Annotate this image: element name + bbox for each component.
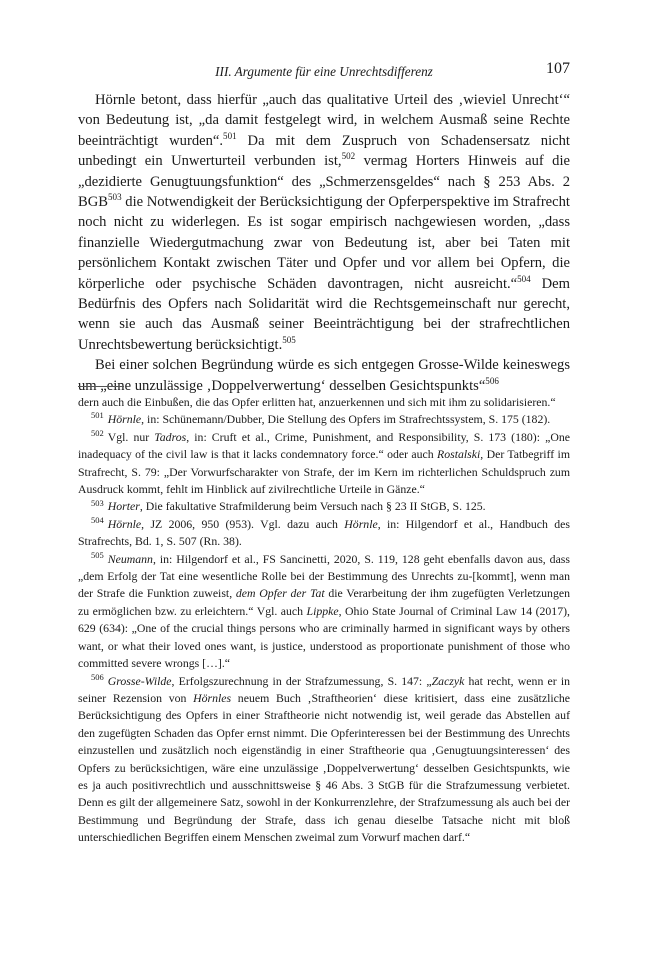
footnotes [78,394,570,847]
footnote-ref-505[interactable]: 505 [282,335,296,346]
author-name: Zaczyk [431,673,465,688]
author-name: Lippke [306,603,339,618]
footnote-ref-504[interactable]: 504 [517,273,531,284]
main-text [78,90,570,396]
footnote-number: 501 [91,410,104,421]
emphasis-text: dem Opfer der Tat [235,586,325,601]
footnote-502: $^{502}$ Vgl. nur Tadros, in: Cruft et al., Crime, Punishment, and Responsibility, S. 173 (180): „One inadequacy of the civil law is that it lacks condemnatory force.“ oder auch Rostalski, Der Tatbegriff im Strafrecht, S. 79: „Der Vorwurfscharakter von Strafe, der im Kern im richterlichen Schuldspruch zum Ausdruck kommt, fehlt im Hinblick auf zivilrechtliche Urteile in Gänze.“ [78,427,570,497]
footnote-number: 502 [91,427,104,438]
author-name: Hörnle [107,412,142,427]
author-name: Tadros [154,429,187,444]
author-name: Hörnles [193,690,232,705]
paragraph-1: Hörnle betont, dass hierfür „auch das qualitative Urteil des ‚wieviel Unrecht‘“ von Bedeutung ist, „da damit festgelegt wird, in welchem Ausmaß seine Rechte beeinträchtigt wurden“.$^{501}$ Da mit dem Zuspruch von Schadensersatz nicht unbedingt ein Unwerturteil verbunden ist,$^{502}$ vermag Horters Hinweis auf die „dezidierte Genugtuungsfunktion“ des „Schmerzensgeldes“ nach § 253 Abs. 2 BGB$^{503}$ die Notwendigkeit der Berücksichtigung der Opferperspektive im Strafrecht noch nicht zu widerlegen. Es ist sogar empirisch nachgewiesen worden, „dass finanzielle Wiedergutmachung zwar von Bedeutung ist, aber bei Taten mit persönlichem Kontakt zwischen Täter und Opfer und vor allem bei Opfern, die körperliche oder psychische Schäden davontragen, nicht ausreicht.“$^{504}$ Dem Bedürfnis des Opfers nach Solidarität wird die Rechtsgemeinschaft nur gerecht, wenn sie auch das Ausmaß seiner Beeinträchtigung bei der strafrechtlichen Unrechtsbewertung berücksichtigt.$^{505}$ [78,92,571,353]
footnote-separator [78,386,124,387]
footnote-ref-506[interactable]: 506 [485,375,499,386]
page-number: 107 [546,60,570,77]
author-name: Horter [107,499,140,514]
footnote-ref-501[interactable]: 501 [223,130,237,141]
footnote-number: 505 [91,549,104,560]
author-name: Rostalski [437,447,481,462]
author-name: Hörnle [344,516,378,531]
running-head: III. Argumente für eine Unrechtsdifferenz [215,64,433,79]
footnote-503: $^{503}$ Horter, Die fakultative Strafmilderung beim Versuch nach § 23 II StGB, S. 125. [91,497,486,514]
footnote-504: $^{504}$ Hörnle, JZ 2006, 950 (953). Vgl. dazu auch Hörnle, in: Hilgendorf et al., Handbuch des Strafrechts, Bd. 1, S. 507 (Rn. 38). [78,514,570,549]
footnote-continuation: dern auch die Einbußen, die das Opfer erlitten hat, anzuerkennen und sich mit ihm zu solidarisieren.“ [78,395,556,409]
paragraph-2: Bei einer solchen Begründung würde es sich entgegen Grosse-Wilde keineswegs um „eine unzulässige ‚Doppelverwertung‘ desselben Gesichtspunkts“$^{506}$ [78,357,570,394]
footnote-ref-502[interactable]: 502 [341,151,356,162]
footnote-ref-503[interactable]: 503 [108,192,122,203]
footnote-number: 503 [91,497,104,508]
footnote-number: 504 [91,514,104,525]
footnote-506: $^{506}$ Grosse-Wilde, Erfolgszurechnung in der Strafzumessung, S. 147: „Zaczyk hat recht, wenn er in seiner Rezension von Hörnles neuem Buch ‚Straftheorien‘ diese kritisiert, dass eine zusätzliche Berücksichtigung des Opfers in einer Straftheorie nicht notwendig ist, weil gerade das Abstellen auf den zugefügten Schaden das Opfer ernst nimmt. Die Opferinteressen bei der Bestimmung des Unrechts einzustellen und zusätzlich noch eigenständig in einer Straftheorie qua ‚Genugtuungsinteressen‘ des Opfers zu berücksichtigen, wäre eine unzulässige ‚Doppelverwertung‘ desselben Gesichtspunkts, wie es ja auch positivrechtlich und ausschnittsweise § 46 Abs. 3 StGB für die Strafzumessung verbietet. Denn es gilt der allgemeinere Satz, sowohl in der Konkurrenzlehre, der Strafzumessung als auch bei der Bestimmung und Begründung der Strafe, dass ich genau dieselbe Tatsache nicht mit bloß unterschiedlichen Begriffen einem Menschen zweimal zum Vorwurf machen darf.“ [78,671,570,845]
footnote-501: $^{501}$ Hörnle, in: Schünemann/Dubber, Die Stellung des Opfers im Strafrechtssystem, S. 175 (182). [91,410,551,427]
author-name: Grosse-Wilde [107,673,172,688]
author-name: Neumann [107,551,153,566]
footnote-505: $^{505}$ Neumann, in: Hilgendorf et al., FS Sancinetti, 2020, S. 119, 128 geht ebenfalls davon aus, dass „dem Erfolg der Tat eine wesentliche Rolle bei der Bestimmung des Unrechts zu-[kommt], wenn man der Strafe die Funktion zuweist, dem Opfer der Tat die Verarbeitung der ihm zugefügten Verletzungen zu ermöglichen bzw. zu erleichtern.“ Vgl. auch Lippke, Ohio State Journal of Criminal Law 14 (2017), 629 (634): „One of the crucial things persons who are criminally harmed in significant ways by others want, or what their loved ones want, is justice, understood as proportionate punishment of those who committed severe wrongs […].“ [78,549,570,671]
footnote-number: 506 [91,671,104,682]
author-name: Hörnle [107,516,142,531]
page-header [78,60,570,82]
